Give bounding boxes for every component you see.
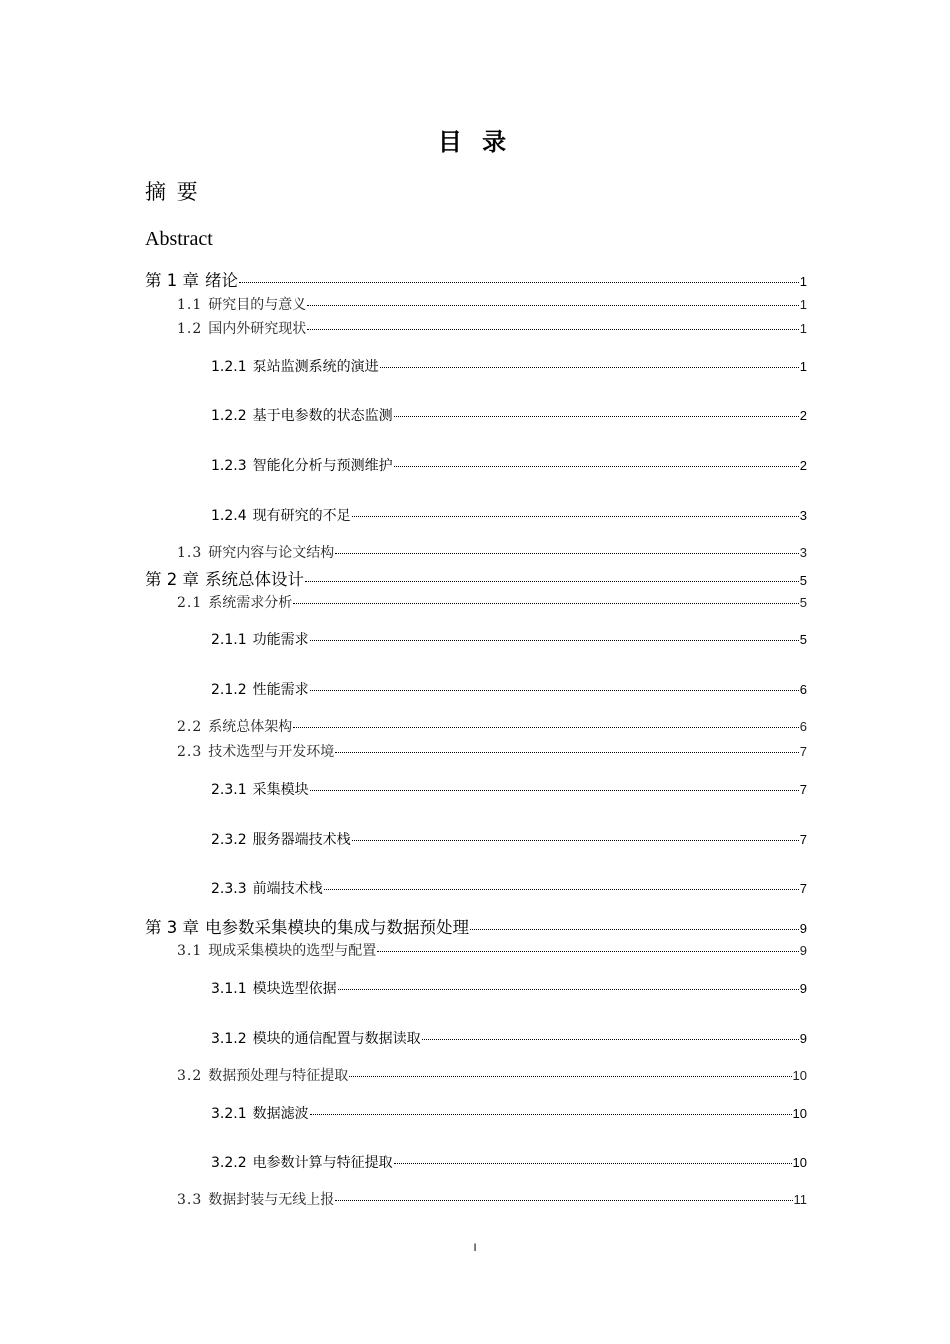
toc-text: 基于电参数的状态监测: [252, 408, 393, 424]
toc-num: 3.2.2: [211, 1155, 247, 1171]
toc-entry-1-3[interactable]: [177, 542, 807, 562]
toc-text: 功能需求: [252, 632, 309, 648]
toc-entry-3-2[interactable]: [177, 1065, 807, 1085]
toc-num: 1.3: [177, 545, 203, 561]
toc-num: 1.1: [177, 297, 203, 313]
dot-leader: [335, 553, 799, 554]
dot-leader: [349, 1076, 791, 1077]
toc-page: 2: [799, 458, 807, 473]
toc-page: 5: [799, 632, 807, 647]
toc-page: 7: [799, 744, 807, 759]
toc-num: 3.1: [177, 943, 203, 959]
toc-num: 1.2.2: [211, 408, 247, 424]
toc-text: 模块的通信配置与数据读取: [252, 1031, 421, 1047]
toc-text: 现有研究的不足: [252, 508, 351, 524]
dot-leader: [338, 989, 799, 990]
toc-entry-2-2[interactable]: [177, 716, 807, 736]
toc-page: 10: [792, 1155, 807, 1170]
toc-entry-ch1[interactable]: [145, 267, 807, 291]
toc-text: 研究内容与论文结构: [208, 545, 335, 561]
toc-entry-2-3-3[interactable]: [211, 878, 807, 898]
toc-entry-1-2-2[interactable]: [211, 405, 807, 425]
toc-num: 3.1.1: [211, 981, 247, 997]
toc-text: 系统总体设计: [205, 570, 304, 589]
toc-entry-2-3-2[interactable]: [211, 829, 807, 849]
dot-leader: [307, 305, 799, 306]
toc-text: 采集模块: [252, 782, 309, 798]
toc-entry-2-1-1[interactable]: [211, 629, 807, 649]
dot-leader: [310, 790, 799, 791]
page-number: I: [473, 1242, 477, 1254]
toc-text: 国内外研究现状: [208, 321, 307, 337]
toc-entry-2-3[interactable]: [177, 741, 807, 761]
toc-text: 性能需求: [252, 682, 309, 698]
toc-num: 2.1.1: [211, 632, 247, 648]
toc-page: 1: [799, 297, 807, 312]
toc-page: 1: [799, 359, 807, 374]
toc-text: 数据封装与无线上报: [208, 1192, 335, 1208]
toc-text: 电参数计算与特征提取: [252, 1155, 393, 1171]
toc-text: 模块选型依据: [252, 981, 337, 997]
toc-page: 5: [799, 595, 807, 610]
abstract-en-heading[interactable]: Abstract: [145, 228, 213, 250]
toc-num: 1.2.1: [211, 359, 247, 375]
toc-page: 11: [793, 1192, 807, 1207]
toc-num: 3.2.1: [211, 1106, 247, 1122]
abstract-zh-heading[interactable]: 摘 要: [145, 180, 200, 204]
toc-page: 7: [799, 832, 807, 847]
toc-num: 第 1 章: [145, 271, 199, 290]
toc-num: 第 3 章: [145, 918, 199, 937]
toc-page: 3: [799, 508, 807, 523]
toc-entry-1-2-1[interactable]: [211, 356, 807, 376]
toc-text: 现成采集模块的选型与配置: [208, 943, 377, 959]
toc-page: 9: [799, 921, 807, 936]
toc-entry-1-2-4[interactable]: [211, 505, 807, 525]
dot-leader: [307, 329, 799, 330]
dot-leader: [380, 367, 799, 368]
toc-text: 研究目的与意义: [208, 297, 307, 313]
toc-num: 1.2.3: [211, 458, 247, 474]
dot-leader: [310, 640, 799, 641]
dot-leader: [310, 690, 799, 691]
toc-text: 智能化分析与预测维护: [252, 458, 393, 474]
toc-num: 1.2.4: [211, 508, 247, 524]
toc-text: 数据滤波: [252, 1106, 309, 1122]
toc-page: 5: [799, 573, 807, 588]
dot-leader: [305, 581, 799, 582]
toc-page: 10: [792, 1068, 807, 1083]
toc-num: 3.2: [177, 1068, 203, 1084]
toc-text: 前端技术栈: [252, 881, 323, 897]
toc-page: 1: [799, 274, 807, 289]
toc-text: 绪论: [205, 271, 238, 290]
dot-leader: [394, 416, 799, 417]
toc-entry-2-1-2[interactable]: [211, 679, 807, 699]
dot-leader: [394, 466, 799, 467]
toc-text: 电参数采集模块的集成与数据预处理: [205, 918, 469, 937]
toc-text: 技术选型与开发环境: [208, 744, 335, 760]
dot-leader: [352, 516, 799, 517]
toc-page: 10: [792, 1106, 807, 1121]
dot-leader: [310, 1114, 792, 1115]
toc-num: 2.2: [177, 719, 203, 735]
toc-num: 2.3.3: [211, 881, 247, 897]
toc-page: 7: [799, 881, 807, 896]
toc-entry-2-1[interactable]: [177, 592, 807, 612]
toc-num: 3.1.2: [211, 1031, 247, 1047]
dot-leader: [470, 929, 799, 930]
dot-leader: [324, 889, 799, 890]
toc-num: 1.2: [177, 321, 203, 337]
toc-num: 第 2 章: [145, 570, 199, 589]
toc-entry-3-2-2[interactable]: [211, 1152, 807, 1172]
toc-entry-ch3[interactable]: [145, 914, 807, 938]
dot-leader: [394, 1163, 792, 1164]
toc-entry-1-1[interactable]: [177, 294, 807, 314]
toc-entry-1-2[interactable]: [177, 318, 807, 338]
toc-num: 2.1: [177, 595, 203, 611]
toc-num: 2.3.1: [211, 782, 247, 798]
dot-leader: [335, 752, 799, 753]
dot-leader: [422, 1039, 799, 1040]
toc-page: 2: [799, 408, 807, 423]
toc-page: 9: [799, 943, 807, 958]
toc-page: 9: [799, 1031, 807, 1046]
dot-leader: [377, 951, 799, 952]
dot-leader: [335, 1200, 792, 1201]
dot-leader: [293, 603, 799, 604]
toc-entry-ch2[interactable]: [145, 566, 807, 590]
toc-num: 3.3: [177, 1192, 203, 1208]
toc-page: 7: [799, 782, 807, 797]
toc-entry-3-3[interactable]: [177, 1189, 807, 1209]
toc-page: 1: [799, 321, 807, 336]
toc-page: 6: [799, 719, 807, 734]
toc-entry-3-1[interactable]: [177, 940, 807, 960]
toc-text: 系统需求分析: [208, 595, 293, 611]
toc-num: 2.3.2: [211, 832, 247, 848]
toc-title: 目 录: [437, 128, 513, 156]
toc-page: 9: [799, 981, 807, 996]
toc-page: 6: [799, 682, 807, 697]
toc-num: 2.1.2: [211, 682, 247, 698]
toc-text: 系统总体架构: [208, 719, 293, 735]
toc-entry-3-1-1[interactable]: [211, 978, 807, 998]
toc-entry-3-1-2[interactable]: [211, 1028, 807, 1048]
toc-text: 数据预处理与特征提取: [208, 1068, 349, 1084]
dot-leader: [352, 840, 799, 841]
toc-text: 泵站监测系统的演进: [252, 359, 379, 375]
toc-entry-2-3-1[interactable]: [211, 779, 807, 799]
toc-num: 2.3: [177, 744, 203, 760]
toc-page: 3: [799, 545, 807, 560]
toc-text: 服务器端技术栈: [252, 832, 351, 848]
toc-entry-1-2-3[interactable]: [211, 455, 807, 475]
dot-leader: [239, 282, 799, 283]
toc-entry-3-2-1[interactable]: [211, 1103, 807, 1123]
dot-leader: [293, 727, 799, 728]
